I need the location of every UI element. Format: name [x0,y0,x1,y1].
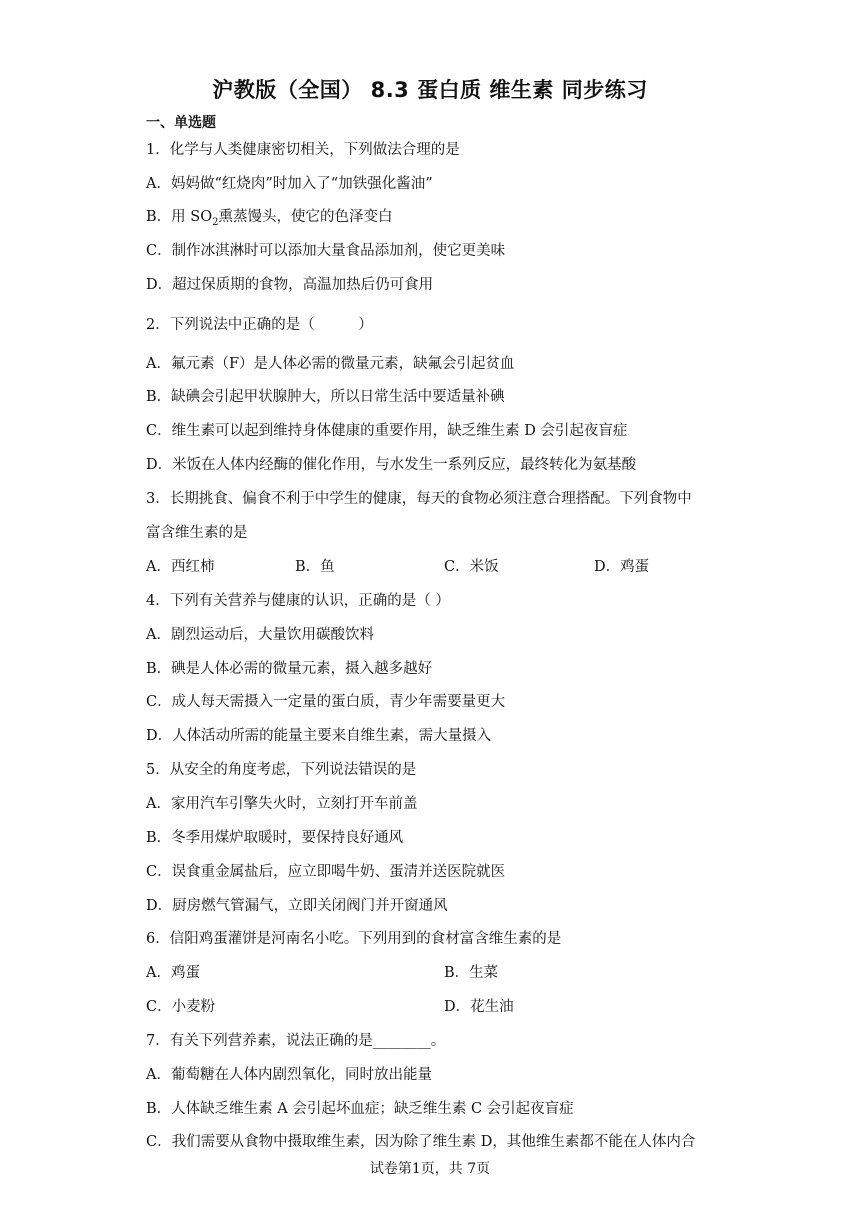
q6-option-d: D．花生油 [444,999,514,1015]
q1-option-b-sub: 2 [212,216,219,228]
q4-option-c: C．成人每天需摄入一定量的蛋白质，青少年需要量更大 [146,694,506,710]
q2-stem: 2．下列说法中正确的是（ ） [146,317,373,333]
q2-option-a: A．氟元素（F）是人体必需的微量元素，缺氟会引起贫血 [146,356,515,372]
q7-stem: 7．有关下列营养素，说法正确的是________。 [146,1033,446,1049]
q3-option-a: A．西红柿 [146,559,215,575]
q6-stem: 6．信阳鸡蛋灌饼是河南名小吃。下列用到的食材富含维生素的是 [146,931,562,947]
q1-option-a: A．妈妈做“红烧肉”时加入了“加铁强化酱油” [146,176,433,192]
q4-option-a: A．剧烈运动后，大量饮用碳酸饮料 [146,627,374,643]
q2-option-b: B．缺碘会引起甲状腺肿大，所以日常生活中要适量补碘 [146,389,505,405]
q6-option-c: C．小麦粉 [146,999,216,1015]
q1-option-b-pre: B．用 SO [146,209,213,225]
q7-option-c: C．我们需要从食物中摄取维生素，因为除了维生素 D，其他维生素都不能在人体内合 [146,1134,696,1150]
q6-option-a: A．鸡蛋 [146,965,200,981]
q1-option-b-post: 熏蒸馒头，使它的色泽变白 [218,209,393,225]
q1-option-d: D．超过保质期的食物，高温加热后仍可食用 [146,277,434,293]
q2-option-d: D．米饭在人体内经酶的催化作用，与水发生一系列反应，最终转化为氨基酸 [146,457,637,473]
q1-stem: 1．化学与人类健康密切相关，下列做法合理的是 [146,142,460,158]
q4-stem: 4．下列有关营养与健康的认识，正确的是（ ） [146,593,450,609]
q4-option-d: D．人体活动所需的能量主要来自维生素，需大量摄入 [146,728,492,744]
q6-option-b: B．生菜 [444,965,499,981]
q5-option-a: A．家用汽车引擎失火时，立刻打开车前盖 [146,796,418,812]
q3-option-c: C．米饭 [444,559,499,575]
q3-stem-line1: 3．长期挑食、偏食不利于中学生的健康，每天的食物必须注意合理搭配。下列食物中 [146,491,692,507]
q5-option-c: C．误食重金属盐后，应立即喝牛奶、蛋清并送医院就医 [146,864,506,880]
q2-option-c: C．维生素可以起到维持身体健康的重要作用，缺乏维生素 D 会引起夜盲症 [146,423,628,439]
q5-stem: 5．从安全的角度考虑，下列说法错误的是 [146,762,417,778]
section-heading: 一、单选题 [146,115,216,131]
page-footer: 试卷第1页，共 7页 [369,1161,491,1177]
q3-stem-line2: 富含维生素的是 [146,525,248,541]
document-title: 沪教版（全国） 8.3 蛋白质 维生素 同步练习 [212,78,648,102]
q7-option-a: A．葡萄糖在人体内剧烈氧化，同时放出能量 [146,1067,432,1083]
q1-option-b [146,207,392,233]
q1-option-c: C．制作冰淇淋时可以添加大量食品添加剂，使它更美味 [146,243,506,259]
q3-option-b: B．鱼 [295,559,335,575]
q5-option-b: B．冬季用煤炉取暖时，要保持良好通风 [146,830,404,846]
q5-option-d: D．厨房燃气管漏气，立即关闭阀门并开窗通风 [146,898,448,914]
q4-option-b: B．碘是人体必需的微量元素，摄入越多越好 [146,661,433,677]
q3-option-d: D．鸡蛋 [594,559,650,575]
q7-option-b: B．人体缺乏维生素 A 会引起坏血症；缺乏维生素 C 会引起夜盲症 [146,1101,574,1117]
